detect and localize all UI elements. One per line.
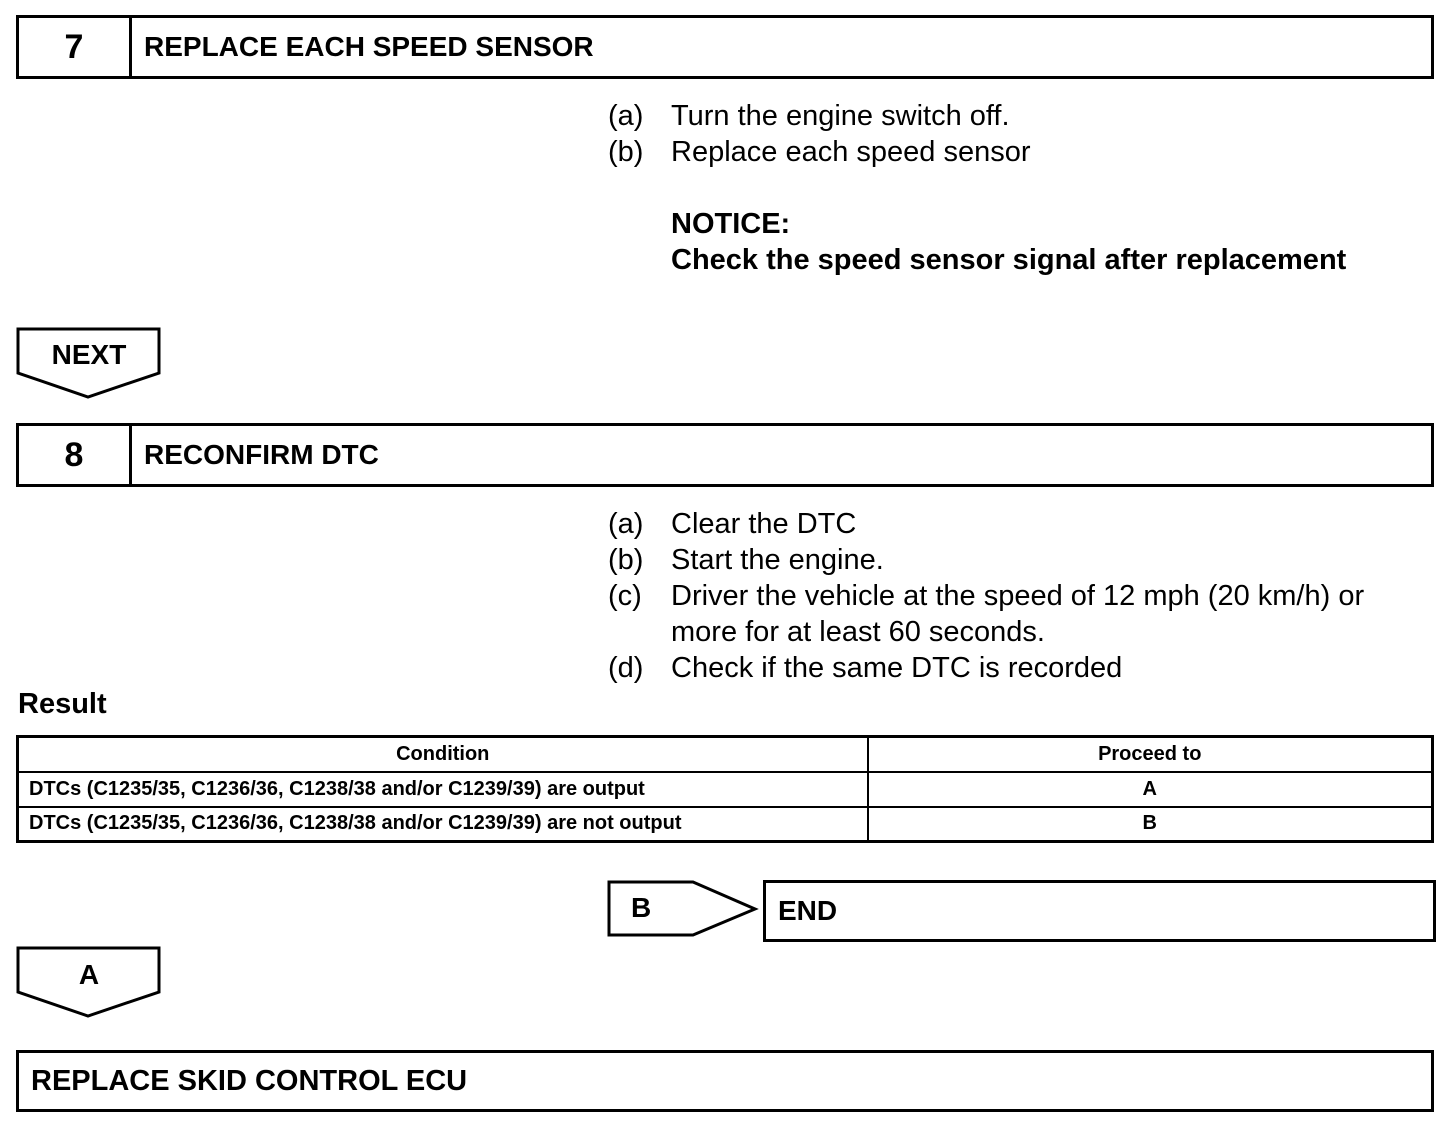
next-label: NEXT bbox=[51, 339, 127, 370]
item-label: (a) bbox=[608, 508, 644, 540]
item-text: Check if the same DTC is recorded bbox=[671, 652, 1123, 684]
result-heading: Result bbox=[18, 688, 107, 720]
item-text: Clear the DTC bbox=[671, 508, 857, 540]
proceed-cell: A bbox=[868, 772, 1433, 807]
branch-b-arrow bbox=[607, 880, 759, 938]
item-label: (a) bbox=[608, 100, 644, 132]
result-table bbox=[16, 735, 1434, 843]
item-text: Turn the engine switch off. bbox=[671, 100, 1010, 132]
condition-cell: DTCs (C1235/35, C1236/36, C1238/38 and/or C1239/39) are output bbox=[18, 772, 868, 807]
branch-b-label: B bbox=[631, 892, 652, 923]
column-header-condition: Condition bbox=[18, 737, 868, 772]
item-text: Replace each speed sensor bbox=[671, 136, 1031, 168]
step-number: 8 bbox=[19, 426, 132, 484]
end-box: END bbox=[763, 880, 1436, 942]
step-title: REPLACE EACH SPEED SENSOR bbox=[144, 31, 594, 62]
next-arrow bbox=[16, 327, 162, 401]
item-label: (b) bbox=[608, 544, 644, 576]
table-header-row bbox=[18, 737, 1433, 772]
item-text: Driver the vehicle at the speed of 12 mph (20 km/h) or bbox=[671, 580, 1365, 612]
step-7-header bbox=[16, 15, 1434, 79]
proceed-cell: B bbox=[868, 807, 1433, 842]
column-header-proceed: Proceed to bbox=[868, 737, 1433, 772]
condition-cell: DTCs (C1235/35, C1236/36, C1238/38 and/or C1239/39) are not output bbox=[18, 807, 868, 842]
branch-a-arrow bbox=[16, 946, 162, 1020]
replace-skid-control-ecu-box: REPLACE SKID CONTROL ECU bbox=[16, 1050, 1434, 1112]
table-row bbox=[18, 807, 1433, 842]
item-text-continued: more for at least 60 seconds. bbox=[671, 616, 1045, 648]
item-label: (d) bbox=[608, 652, 644, 684]
step-title: RECONFIRM DTC bbox=[144, 439, 379, 470]
item-text: Start the engine. bbox=[671, 544, 884, 576]
step-8-header bbox=[16, 423, 1434, 487]
notice-text: Check the speed sensor signal after replacement bbox=[671, 244, 1347, 276]
item-label: (b) bbox=[608, 136, 644, 168]
notice-title: NOTICE: bbox=[671, 208, 791, 240]
table-row bbox=[18, 772, 1433, 807]
step-number: 7 bbox=[19, 18, 132, 76]
branch-a-label: A bbox=[78, 959, 100, 990]
item-label: (c) bbox=[608, 580, 642, 612]
branch-b-arrow-shape bbox=[607, 880, 759, 938]
